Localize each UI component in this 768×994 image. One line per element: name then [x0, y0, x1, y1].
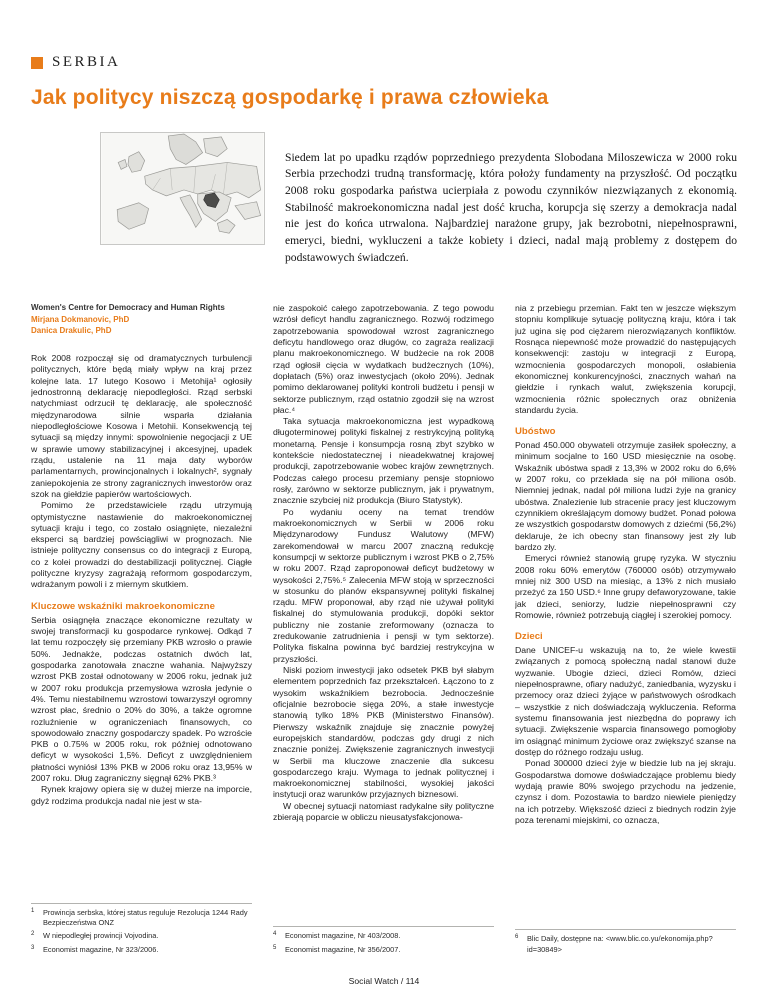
column-3 [515, 303, 736, 958]
footnote-text: W niepodległej prowincji Vojvodina. [43, 931, 159, 941]
page-footer: Social Watch / 114 [348, 976, 420, 986]
body-paragraph: Emeryci również stanowią grupę ryzyka. W styczniu 2008 roku 60% emerytów (760000 osób) otrzymywało mniej niż 300 USD na miesiąc, a 13% z nich musiało przeżyć za 150 USD.⁶ Inne grupy defaworyzowane, takie jak dzieci, seniorzy, ludzie niepełnosprawni czy Romowie, również potrzebują ciągłej i szerokiej pomocy. [515, 553, 736, 620]
byline [31, 303, 252, 336]
body-paragraph: nia z przebiegu przemian. Fakt ten w jeszcze większym stopniu komplikuje sytuację polityczną kraju, która i tak już ugina się pod ciężarem nierozwiązanych konfliktów. Rosnąca niepewność może prowadzić do następujących konsekwencji: zastoju w integracji z Europą, wzmocnienia gospodarczych monopoli, osłabienia ekonomicznej konkurencyjności, znacznych wahań na giełdzie i rynkach walut, zwiększenia korupcji, wzmocnienia różnic społecznych oraz obniżenia standardu życia. [515, 303, 736, 415]
body-paragraph: Niski poziom inwestycji jako odsetek PKB był słabym elementem poprzednich faz przekształceń. Łączono to z wysokim wskaźnikiem bezrobocia. Jednocześnie oficjalnie bezrobocie sięga 20%, a stałe inwestycje stanowią tylko 18% PKB (Ministerstwo Finansów). Pierwszy wskaźnik znajduje się znacznie powyżej europejskich standardów, podczas gdy drugi z nich znacznie poniżej. Zwiększenie zagranicznych inwestycji w Serbii ma kluczowe znaczenie dla sukcesu gospodarczego kraju. Wymaga to jednak politycznej i makroekonomicznej stabilności, wysokiej jakości instytucji oraz warunków przyjaznych biznesowi. [273, 665, 494, 800]
footnote-number: 6 [515, 934, 519, 941]
section-kicker [31, 54, 737, 71]
body-paragraph: Serbia osiągnęła znaczące ekonomiczne rezultaty w swojej transformacji ku gospodarce rynkowej. Odkąd 7 lat temu rozpoczęły się przemiany PKB wzrosło o prawie 50%. Jednakże, podczas ostatnich dwóch lat, gospodarka zanotowała znaczne wahania. Najwyższy wzrost PKB został odnotowany w 2006 roku, jednak już w 2007 roku produkcja przemysłowa wzrosła jedynie o 4%. Temu niestabilnemu wzrostowi towarzyszył ogromny wzrost płac, średnio o 20% do 30%, a także ogromne rozluźnienie w ograniczeniach finansowych, co spowodowało znaczny gospodarczy spadek. Po wzroście PKB o 0.75% w 2005 roku, rok później odnotowano deficyt w wysokości 1,5%. Deficyt z uwzględnieniem płatności wyniósł 13% PKB w 2006 roku oraz 13,95% w 2007 roku. Dług zagraniczny sięgnął 62% PKB.³ [31, 614, 252, 784]
body-paragraph: Ponad 450.000 obywateli otrzymuje zasiłek społeczny, a minimum socjalne to 160 USD miesięcznie na osobę. Wskaźnik ubóstwa spadł z 13,3% w 2002 roku do 6,6% w 2007 roku, co przekłada się na pół miliona osób. Niemniej jednak, nadal pół miliona ludzi żyje na granicy ubóstwa. Znalezienie lub stracenie pracy jest kluczowym czynnikiem określającym domowy budżet. Ponad połowa ze wszystkich gospodarstw domowych z dziećmi (56,2%) deklaruje, że ich obecny stan finansowy jest zły lub bardzo zły. [515, 440, 736, 552]
footnote [31, 945, 252, 955]
column-2-body [273, 303, 494, 823]
body-paragraph: Rynek krajowy opiera się w dużej mierze na imporcie, gdyż rodzima produkcja nadal nie jest w sta- [31, 784, 252, 806]
body-paragraph: Po wydaniu oceny na temat trendów makroekonomicznych w Serbii w 2006 roku Międzynarodowy Fundusz Walutowy (MFW) zarekomendował w marcu 2007 znaczną redukcję konsumpcji w sektorze publicznym i wzrost PKB o 2,75% w roku 2007. Rząd zaproponował deficyt budżetowy w wysokości 2,75%.⁵ Zalecenia MFW stoją w sprzeczności w stosunku do planów ekspansywnej polityki fiskalnej rządu. MFW proponował, aby rząd nie używał polityki fiskalnej do stymulowania produkcji, dopóki sektor publiczny nie zostanie zreformowany (oznacza to zredukowanie zatrudnienia i pensji w tym sektorze). Polityka fiskalna powinna być bardziej restrykcyjna w przyszłości. [273, 506, 494, 664]
article-columns [31, 303, 737, 958]
footnote-text: Blic Daily, dostępne na: <www.blic.co.yu/ekonomija.php?id=30849> [527, 934, 713, 954]
section-subheading: Dzieci [515, 631, 543, 643]
footnote [31, 908, 252, 929]
body-paragraph: Rok 2008 rozpoczął się od dramatycznych turbulencji politycznych, które będą miały wpływ na kraj przez kolejne lata. 17 lutego Kosowo i Metohija¹ ogłosiły jednostronną deklarację niepodległości. Rząd serbski natychmiast odrzucił tę deklarację, ale społeczność międzynarodowa silnie wsparła działania niepodległościowe Kosowa i Metohii. Konsekwencją tej sytuacji są między innymi: spowolnienie negocjacji z UE w sprawie umowy stabilizacyjnej i akcesyjnej, upadek rządu, ustalenie na 11 maja daty wyborów parlamentarnych, prowincjonalnych i lokalnych², sygnały zaniepokojenia ze strony zagranicznych inwestorów oraz szok na giełdzie papierów wartościowych. [31, 353, 252, 499]
footnote-text: Economist magazine, Nr 356/2007. [285, 944, 401, 954]
byline-author: Danica Drakulic, PhD [31, 325, 112, 335]
body-paragraph: Ponad 300000 dzieci żyje w biedzie lub na jej skraju. Gospodarstwa domowe doświadczające problemu biedy wydają prawie 80% swojego przychodu na jedzenie, czynsz i dom. Pozostawia to bardzo niewiele pieniędzy na ich potrzeby. Większość dzieci z biednych rodzin żyje poza terenami miejskimi, co oznacza, [515, 758, 736, 825]
column-1-body [31, 353, 252, 807]
byline-author: Mirjana Dokmanovic, PhD [31, 314, 130, 324]
europe-map [100, 132, 265, 245]
section-subheading: Kluczowe wskaźniki makroekonomiczne [31, 600, 215, 612]
footnote-number: 5 [273, 944, 277, 951]
body-paragraph: W obecnej sytuacji natomiast radykalne siły polityczne zbierają poparcie w obliczu nieusatysfakcjonowa- [273, 800, 494, 823]
column-1 [31, 303, 252, 958]
byline-organization: Women's Centre for Democracy and Human Rights [31, 303, 225, 312]
section-bullet-square [31, 57, 43, 69]
page-title: Jak politycy niszczą gospodarkę i prawa człowieka [31, 86, 549, 109]
section-label: SERBIA [52, 54, 121, 70]
body-paragraph: Dane UNICEF-u wskazują na to, że wiele kwestii związanych z pomocą społeczną nadal stanowi duże wyzwanie. Ubogie dzieci, dzieci Romów, dzieci niepełnosprawne, ofiary nadużyć, zaniedbania, wyzysku i przemocy oraz dzieci żyjące w państwowych ośrodkach – wszystkie z nich doświadczają wykluczenia. Reforma systemu finansowania jest niezbędna do poprawy ich sytuacji. Zwiększenie wsparcia finansowego pomogłoby im osiągnąć minimum życiowe oraz zwiększyć szanse na dostęp do różnego rodzaju usług. [515, 645, 736, 757]
intro-paragraph: Siedem lat po upadku rządów poprzedniego prezydenta Slobodana Miloszewicza w 2000 roku Serbia przechodzi trudną transformację, która położy fundamenty na przyszłość. Od początku 2008 roku gospodarka państwa ucierpiała z powodu czynników niezwiązanych z ekonomią. Stabilność makroekonomiczna nadal jest dość krucha, korupcja się szerzy a demokracja nadal nie jest do końca utrwalona. Najbardziej narażone grupy, jak bezrobotni, niepełnosprawni, emeryci, biedni, wykluczeni a także kobiety i dzieci, nadal mają problemy z dostępem do podstawowych świadczeń. [285, 150, 737, 264]
footnote-text: Prowincja serbska, której status reguluje Rezolucja 1244 Rady Bezpieczeństwa ONZ [43, 907, 248, 927]
body-paragraph: nie zaspokoić całego zapotrzebowania. Z tego powodu wzrósł deficyt handlu zagranicznego. Rozwój rodzimego zapotrzebowania spowodował wzrost zagranicznego deficytu handlowego oraz długów, co zagraża realizacji planu makroekonomicznego. W budżecie na rok 2008 rząd ogłosił cięcia w wydatkach budżecznych (10%), dopłatach (5%) oraz inwestycjach (około 20%). Jednak pomimo deklarowanej polityki kontroli budżetu i pensji w sektorze publicznym, rząd ostatnio zgodził się na wzrost płac.⁴ [273, 303, 494, 415]
footnotes-column-2 [273, 926, 494, 958]
footnotes-column-1 [31, 903, 252, 958]
body-paragraph: Pomimo że przedstawiciele rządu utrzymują optymistyczne nastawienie do makroekonomicznej sytuacji kraju i tego, co zostało osiągnięte, niezależni eksperci są bardziej powściągliwi w prognozach. Nie istnieje polityczny consensus co do integracji z Europą, co z kolei prowadzi do destabilizacji politycznej. Ciągłe polityczne kryzysy zagrażają reformom gospodarczym, wdrażanym powoli i z miernym skutkiem. [31, 500, 252, 590]
footnote [273, 931, 494, 941]
footnote-text: Economist magazine, Nr 403/2008. [285, 931, 401, 941]
section-subheading: Ubóstwo [515, 426, 556, 438]
column-3-body [515, 303, 736, 826]
footnote-number: 2 [31, 931, 35, 938]
footnote [515, 934, 736, 955]
footnotes-column-3 [515, 929, 736, 958]
lead-row [31, 132, 737, 278]
column-2 [273, 303, 494, 958]
footnote [273, 945, 494, 955]
body-paragraph: Taka sytuacja makroekonomiczna jest wypadkową długoterminowej polityki fiskalnej z restrykcyjną polityką monetarną. Pensje i konsumpcja rosną zbyt szybko w kontekście niedostatecznej i nieadekwatnej krajowej produkcji, zapotrzebowanie wobec krajów zewnętrznych. Podczas całego procesu przemiany pensje stopniowo rosły, zarówno w sektorze publicznym, jak i prywatnym, znacznie szybciej niż produkcja (Biuro Statystyk). [273, 416, 494, 506]
footnote-number: 3 [31, 944, 35, 951]
footnote [31, 931, 252, 941]
footnote-number: 4 [273, 931, 277, 938]
footnote-number: 1 [31, 907, 35, 914]
europe-map-image [100, 132, 265, 245]
footnote-text: Economist magazine, Nr 323/2006. [43, 944, 159, 954]
